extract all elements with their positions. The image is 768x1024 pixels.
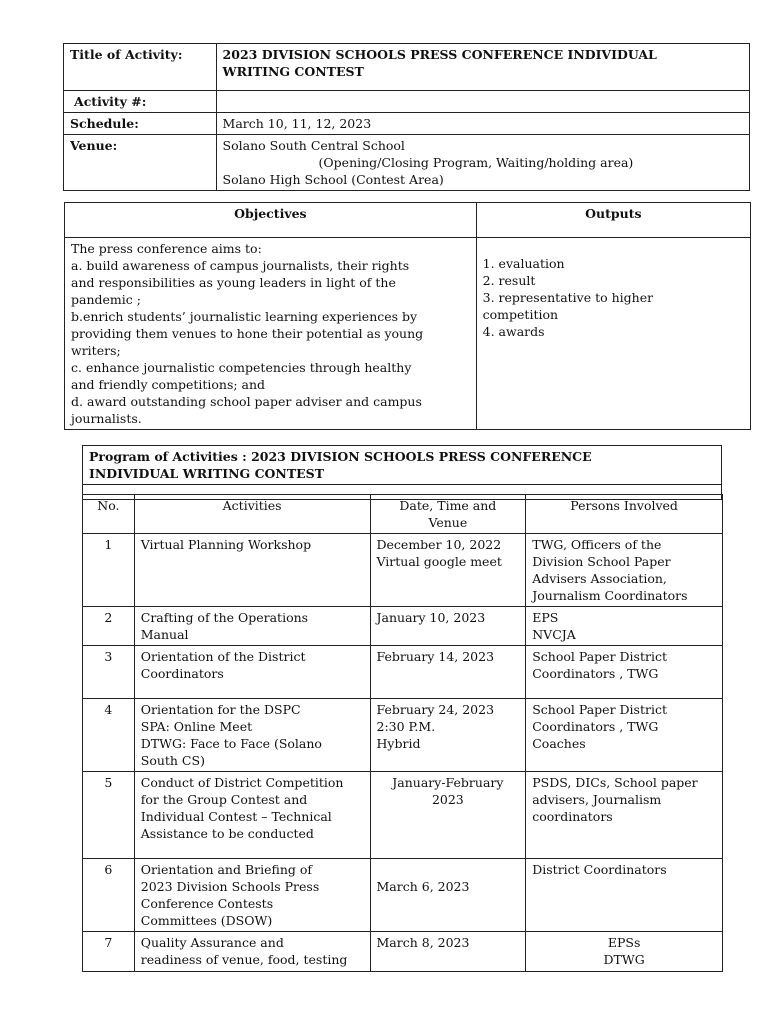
activity-line: Virtual Planning Workshop (140, 537, 312, 552)
title-line: WRITING CONTEST (222, 64, 364, 79)
row-date (370, 607, 526, 646)
program-title-table (82, 445, 722, 500)
activity-line: Coordinators (140, 666, 224, 681)
date-line: January 10, 2023 (376, 610, 486, 625)
activity-line: Orientation and Briefing of (140, 862, 313, 877)
output-line: 2. result (482, 273, 536, 288)
activity-line: DTWG: Face to Face (Solano (140, 736, 322, 751)
activity-line: Committees (DSOW) (140, 913, 273, 928)
objective-line: a. build awareness of campus journalists, their rights (71, 258, 410, 273)
row-date (370, 646, 526, 699)
persons-line: District Coordinators (532, 862, 667, 877)
row-no: 7 (83, 932, 135, 972)
table-row (83, 772, 723, 859)
header-date-line: Venue (428, 515, 468, 530)
table-row (83, 607, 723, 646)
venue-value (216, 135, 749, 191)
persons-line: School Paper District (532, 649, 667, 664)
activity-line: Manual (140, 627, 189, 642)
row-date (370, 534, 526, 607)
row-no: 6 (83, 859, 135, 932)
venue-label: Venue: (64, 135, 217, 191)
persons-line: advisers, Journalism (532, 792, 662, 807)
date-line: February 14, 2023 (376, 649, 495, 664)
row-activity (134, 932, 370, 972)
header-activities: Activities (134, 495, 370, 534)
objectives-table (64, 202, 751, 430)
activity-line: Quality Assurance and (140, 935, 284, 950)
row-date (370, 699, 526, 772)
activity-line: Conduct of District Competition (140, 775, 344, 790)
date-line: Hybrid (376, 736, 421, 751)
objective-line: d. award outstanding school paper adviser and campus (71, 394, 422, 409)
outputs-header: Outputs (476, 203, 750, 238)
activities-header-row (83, 495, 723, 534)
row-persons (526, 699, 723, 772)
row-no: 2 (83, 607, 135, 646)
output-line: 1. evaluation (482, 256, 565, 271)
activity-info-table (63, 43, 750, 191)
activity-line: readiness of venue, food, testing (140, 952, 348, 967)
persons-line: TWG, Officers of the (532, 537, 662, 552)
output-line: competition (482, 307, 559, 322)
row-persons (526, 534, 723, 607)
activity-line: Crafting of the Operations (140, 610, 309, 625)
date-line: December 10, 2022 (376, 537, 502, 552)
output-line: 3. representative to higher (482, 290, 654, 305)
persons-line: School Paper District (532, 702, 667, 717)
objective-line: journalists. (71, 411, 142, 426)
date-line: February 24, 2023 (376, 702, 495, 717)
row-no: 3 (83, 646, 135, 699)
date-line: Virtual google meet (376, 554, 502, 569)
table-row (83, 646, 723, 699)
row-persons (526, 772, 723, 859)
row-activity (134, 607, 370, 646)
objective-line: and friendly competitions; and (71, 377, 266, 392)
persons-line: EPSs (607, 935, 641, 950)
persons-line: Coaches (532, 736, 586, 751)
date-line: 2023 (431, 792, 464, 807)
row-activity (134, 859, 370, 932)
persons-line: PSDS, DICs, School paper (532, 775, 698, 790)
objective-line: writers; (71, 343, 121, 358)
program-title-line: Program of Activities : 2023 DIVISION SCHOOLS PRESS CONFERENCE (89, 449, 592, 464)
persons-line: Advisers Association, (532, 571, 667, 586)
row-persons (526, 932, 723, 972)
persons-line: EPS (532, 610, 559, 625)
date-line: March 8, 2023 (376, 935, 470, 950)
objective-line: pandemic ; (71, 292, 141, 307)
persons-line: coordinators (532, 809, 613, 824)
activity-number-label: Activity #: (64, 91, 217, 113)
activity-line: SPA: Online Meet (140, 719, 253, 734)
header-date (370, 495, 526, 534)
row-no: 1 (83, 534, 135, 607)
persons-line: DTWG (603, 952, 645, 967)
row-no: 4 (83, 699, 135, 772)
row-no: 5 (83, 772, 135, 859)
activity-line: for the Group Contest and (140, 792, 308, 807)
persons-line: Coordinators , TWG (532, 666, 659, 681)
objective-line: and responsibilities as young leaders in light of the (71, 275, 396, 290)
objectives-header: Objectives (65, 203, 477, 238)
header-no: No. (83, 495, 135, 534)
date-line (377, 861, 520, 878)
schedule-label: Schedule: (64, 113, 217, 135)
activity-line: Individual Contest – Technical (140, 809, 332, 824)
row-date (370, 772, 526, 859)
row-persons (526, 646, 723, 699)
objectives-cell (65, 238, 477, 430)
activity-line: Orientation of the District (140, 649, 306, 664)
activity-line: South CS) (140, 753, 205, 768)
row-persons (526, 859, 723, 932)
activity-line: 2023 Division Schools Press (140, 879, 320, 894)
objective-line: c. enhance journalistic competencies through healthy (71, 360, 412, 375)
title-line: 2023 DIVISION SCHOOLS PRESS CONFERENCE INDIVIDUAL (222, 47, 657, 62)
date-line: 2:30 P.M. (376, 719, 436, 734)
header-date-line: Date, Time and (399, 498, 497, 513)
date-line: March 6, 2023 (376, 879, 470, 894)
row-activity (134, 699, 370, 772)
table-row (83, 699, 723, 772)
date-line: January-February (392, 775, 504, 790)
persons-line: Coordinators , TWG (532, 719, 659, 734)
schedule-value: March 10, 11, 12, 2023 (216, 113, 749, 135)
table-row (83, 932, 723, 972)
row-date (370, 932, 526, 972)
persons-line: NVCJA (532, 627, 576, 642)
table-row (83, 534, 723, 607)
title-value (216, 44, 749, 91)
objective-line: The press conference aims to: (71, 241, 262, 256)
activity-line: Orientation for the DSPC (140, 702, 301, 717)
row-activity (134, 534, 370, 607)
output-line: 4. awards (482, 324, 545, 339)
table-row (83, 859, 723, 932)
venue-line: Solano South Central School (222, 138, 405, 153)
header-persons: Persons Involved (526, 495, 723, 534)
persons-line: Journalism Coordinators (532, 588, 688, 603)
program-title-line: INDIVIDUAL WRITING CONTEST (89, 466, 324, 481)
venue-line: Solano High School (Contest Area) (222, 172, 444, 187)
row-activity (134, 646, 370, 699)
row-persons (526, 607, 723, 646)
outputs-cell (476, 238, 750, 430)
objective-line: providing them venues to hone their potential as young (71, 326, 424, 341)
title-label: Title of Activity: (64, 44, 217, 91)
activity-line: Conference Contests (140, 896, 274, 911)
venue-line: (Opening/Closing Program, Waiting/holding area) (318, 155, 634, 170)
row-activity (134, 772, 370, 859)
objective-line: b.enrich students’ journalistic learning experiences by (71, 309, 418, 324)
program-title (83, 446, 722, 485)
persons-line: Division School Paper (532, 554, 671, 569)
activity-line: Assistance to be conducted (140, 826, 314, 841)
row-date (370, 859, 526, 932)
activity-number-value (216, 91, 749, 113)
activities-table (82, 494, 723, 972)
